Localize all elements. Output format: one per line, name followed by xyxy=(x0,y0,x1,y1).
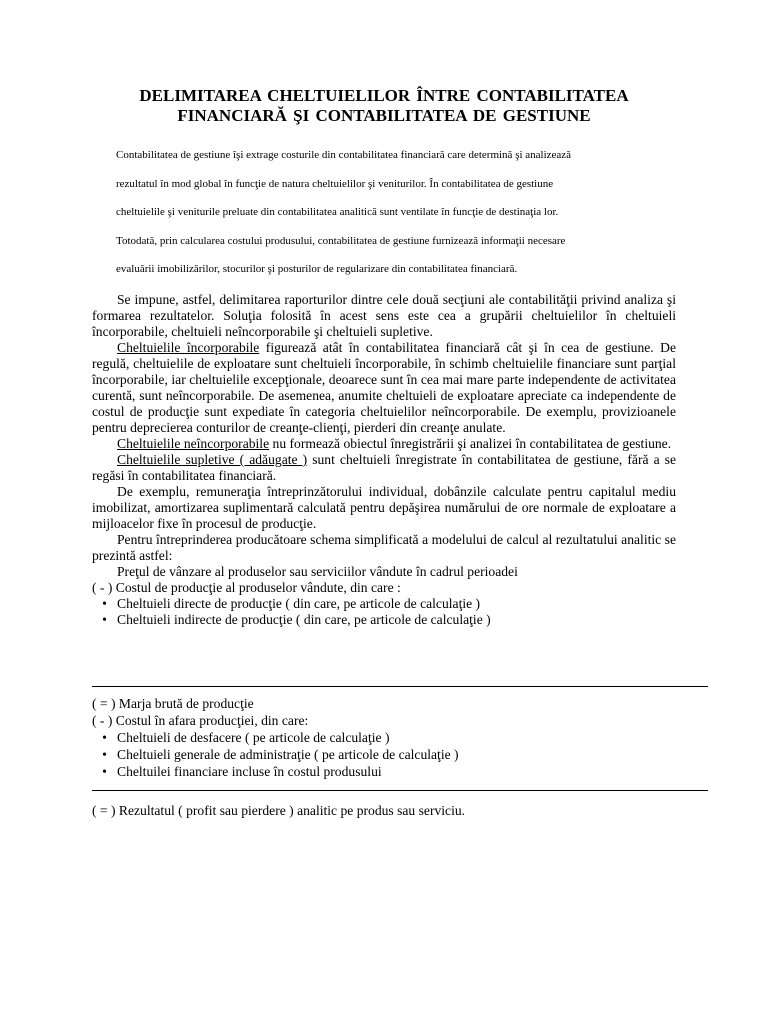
scheme-result: ( = ) Rezultatul ( profit sau pierdere ) analitic pe produs sau serviciu. xyxy=(92,803,466,818)
paragraph-supplementary xyxy=(92,452,676,484)
intro-line: evaluării imobilizărilor, stocurilor şi posturilor de regularizare din contabilitatea financiară. xyxy=(116,263,518,275)
title-line-2: FINANCIARĂ ŞI CONTABILITATEA DE GESTIUNE xyxy=(177,106,591,125)
bullet-icon: • xyxy=(102,730,107,745)
bullet-icon: • xyxy=(102,764,107,779)
intro-line: Contabilitatea de gestiune îşi extrage costurile din contabilitatea financiară care determină şi analizează xyxy=(116,149,572,161)
scheme-production-cost: ( - ) Costul de producţie al produselor vândute, din care : xyxy=(92,580,401,595)
list-item: • Cheltuieli directe de producţie ( din care, pe articole de calculaţie ) xyxy=(92,596,676,612)
horizontal-rule xyxy=(92,686,708,687)
scheme-continued xyxy=(92,695,676,780)
scheme-sales-price: Preţul de vânzare al produselor sau serviciilor vândute în cadrul perioadei xyxy=(117,564,518,579)
bullet-icon: • xyxy=(102,612,107,627)
paragraph-scheme-intro: Pentru întreprinderea producătoare schema simplificată a modelului de calcul al rezultatului analitic se prezintă astfel: xyxy=(92,532,676,563)
bullet-icon: • xyxy=(102,596,107,611)
paragraph-example: De exemplu, remuneraţia întreprinzătorului individual, dobânzile calculate pentru capitalul mediu imobilizat, amortizarea suplimentară calculată pentru depăşirea numărului de ore normale de exploatare a mijloacelor fixe în procesul de producţie. xyxy=(92,484,676,531)
paragraph-nonincorporable xyxy=(92,436,676,452)
term-nonincorporable: Cheltuielile neîncorporabile xyxy=(117,436,270,451)
list-item: • Cheltuieli de desfacere ( pe articole de calculaţie ) xyxy=(92,729,676,746)
intro-line: Totodată, prin calcularea costului produsului, contabilitatea de gestiune furnizează informaţii necesare xyxy=(116,234,566,247)
list-item: • Cheltuieli indirecte de producţie ( din care, pe articole de calculaţie ) xyxy=(92,612,676,628)
document-title xyxy=(92,86,676,126)
title-line-1: DELIMITAREA CHELTUIELILOR ÎNTRE CONTABILITATEA xyxy=(139,86,629,105)
paragraph-incorporable xyxy=(92,340,676,436)
paragraph-delimitation: Se impune, astfel, delimitarea raporturilor dintre cele două secţiuni ale contabilităţii privind analiza şi formarea rezultatelor. Soluţia folosită în acest sens este cea a grupării cheltuielilor în cheltuieli încorporabile, cheltuieli neîncorporabile şi cheltuieli supletive. xyxy=(92,292,676,339)
horizontal-rule xyxy=(92,790,708,791)
term-supplementary: Cheltuielile supletive ( adăugate ) xyxy=(117,452,308,467)
list-item: • Cheltuieli generale de administraţie ( pe articole de calculaţie ) xyxy=(92,746,676,763)
intro-block xyxy=(116,141,676,284)
intro-line: cheltuielile şi veniturile preluate din contabilitatea analitică sunt ventilate în funcţie de destinaţia lor. xyxy=(116,206,559,218)
paragraph-text: nu formează obiectul înregistrării şi analizei în contabilitatea de gestiune. xyxy=(269,436,672,451)
paragraph-text: figurează atât în contabilitatea financiară cât şi în cea de gestiune. De regulă, cheltuielile de exploatare sunt cheltuieli încorporabile, în schimb cheltuielile financiare sunt parţial încorporabile, iar cheltuielile excepţionale, deoarece sunt în cea mai mare parte independente de activitatea curentă, sunt neîncorporabile. De asemenea, anumite cheltuieli de exploatare apreciate ca independente de costul de producţie sunt expediate în categoria cheltuielilor neîncorporabile. De exemplu, provizioanele pentru deprecierea conturilor de creanţe-clienţi, pierderi din creanţe anulate. xyxy=(92,340,676,435)
term-incorporable: Cheltuielile încorporabile xyxy=(117,340,260,355)
bullet-icon: • xyxy=(102,747,107,762)
scheme-gross-margin: ( = ) Marja brută de producţie xyxy=(92,696,254,711)
intro-line: rezultatul în mod global în funcţie de natura cheltuielilor şi veniturilor. În contabilitatea de gestiune xyxy=(116,177,554,190)
scheme-outside-cost: ( - ) Costul în afara producţiei, din care: xyxy=(92,713,309,728)
main-body xyxy=(92,292,676,628)
paragraph-text: sunt cheltuieli înregistrate în contabilitatea de gestiune, fără a se regăsi în contabilitatea financiară. xyxy=(92,452,677,483)
list-item: • Cheltuilei financiare incluse în costul produsului xyxy=(92,763,676,780)
